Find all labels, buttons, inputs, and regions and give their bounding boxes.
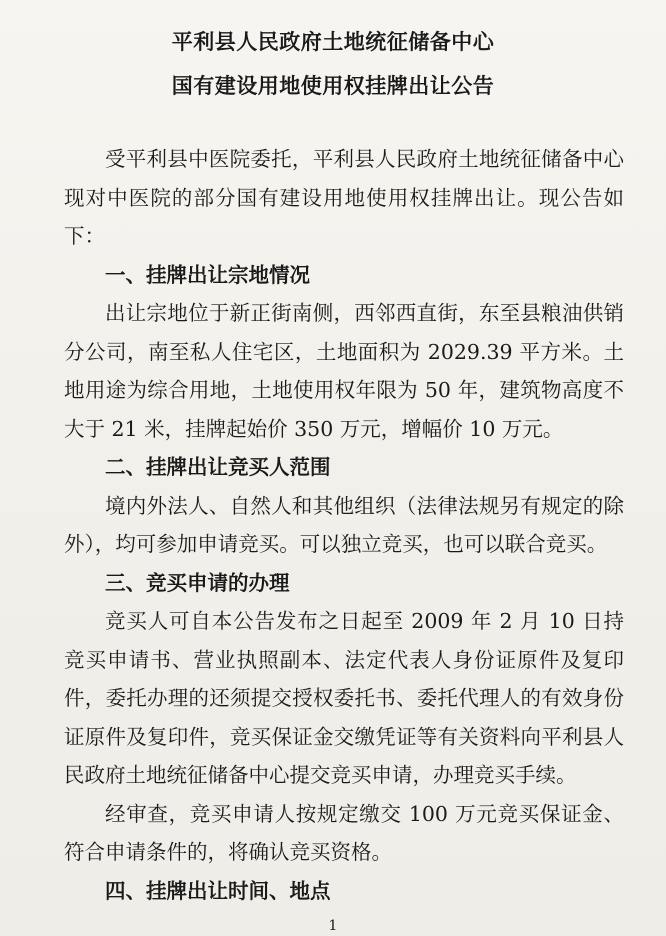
section-1-paragraph: 出让宗地位于新正街南侧，西邻西直街，东至县粮油供销分公司，南至私人住宅区，土地面积为 2029.39 平方米。土地用途为综合用地，土地使用权年限为 50 年，建筑物高度不大于 21 米，挂牌起始价 350 万元，增幅价 10 万元。 [64, 301, 624, 441]
section-heading-3: 三、竞买申请的办理 [105, 570, 290, 595]
section-heading-2: 二、挂牌出让竞买人范围 [105, 455, 331, 479]
section-3-paragraph-1: 竞买人可自本公告发布之日起至 2009 年 2 月 10 日持竞买申请书、营业执照副本、法定代表人身份证原件及复印件，委托办理的还须提交授权委托书、委托代理人的有效身份证原件及复印件，竞买保证金交缴凭证等有关资料向平利县人民政府土地统征储备中心提交竞买申请，办理竞买手续。 [64, 609, 624, 787]
section-heading-4: 四、挂牌出让时间、地点 [105, 878, 331, 903]
document-body [64, 140, 624, 910]
document-title-line-1: 平利县人民政府土地统征储备中心 [171, 29, 495, 54]
page-number: 1 [328, 918, 338, 934]
section-heading-1: 一、挂牌出让宗地情况 [105, 262, 310, 287]
section-2-paragraph: 境内外法人、自然人和其他组织（法律法规另有规定的除外），均可参加申请竞买。可以独立竞买，也可以联合竞买。 [64, 493, 624, 556]
document-title-line-2: 国有建设用地使用权挂牌出让公告 [171, 73, 495, 98]
intro-paragraph: 受平利县中医院委托，平利县人民政府土地统征储备中心现对中医院的部分国有建设用地使用权挂牌出让。现公告如下： [64, 147, 624, 248]
section-3-paragraph-2: 经审查，竞买申请人按规定缴交 100 万元竞买保证金、符合申请条件的，将确认竞买资格。 [64, 801, 624, 864]
